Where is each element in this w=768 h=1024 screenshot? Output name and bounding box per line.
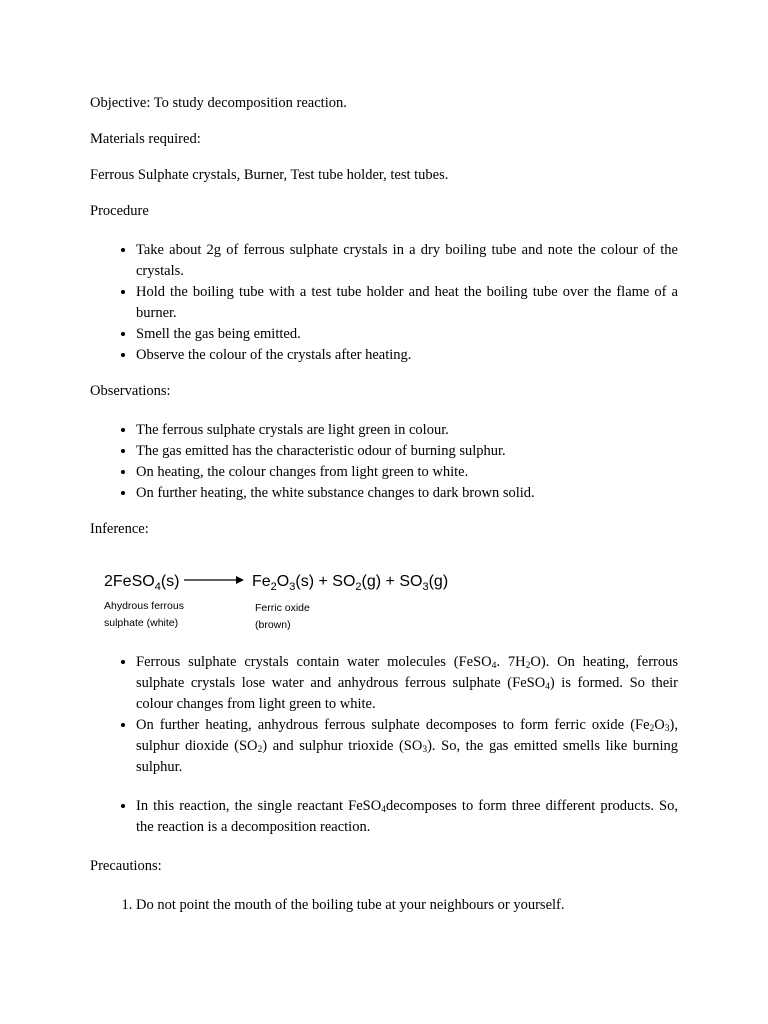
observations-heading: Observations: <box>90 383 171 399</box>
materials-heading: Materials required: <box>90 131 201 147</box>
equation-products: $Fe_2O_3(s) + SO_2(g) + SO_3(g)$ <box>252 573 449 593</box>
product-label-line-1: Ferric oxide <box>255 602 310 614</box>
equation-figure <box>104 564 464 634</box>
inference-list <box>90 652 678 838</box>
inference-item: • On further heating, anhydrous ferrous sulphate decomposes to form ferric oxide $(Fe_2O_3)$, sulphur dioxide $(SO_2)$ and sulphur trioxide $(SO_3)$. So, the gas emitted smells like burning sulphur. <box>136 715 678 778</box>
observation-item: • The ferrous sulphate crystals are light green in colour. <box>136 420 678 441</box>
objective-line: Objective: To study decomposition reaction. <box>90 95 347 111</box>
observation-item: • The gas emitted has the characteristic odour of burning sulphur. <box>136 441 678 462</box>
observation-item: • On heating, the colour changes from light green to white. <box>136 462 678 483</box>
inference-item: • Ferrous sulphate crystals contain water molecules (FeSO$_4$. $7H_2O$). On heating, ferrous sulphate crystals lose water and anhydrous ferrous sulphate (FeSO$_4$) is formed. So their colour changes from light green to white. <box>136 652 678 715</box>
inference-heading: Inference: <box>90 521 149 537</box>
inference-item: • In this reaction, the single reactant FeSO$_4$decomposes to form three different products. So, the reaction is a decomposition reaction. <box>136 796 678 838</box>
observations-list <box>90 420 678 504</box>
materials-list: Ferrous Sulphate crystals, Burner, Test tube holder, test tubes. <box>90 167 449 183</box>
procedure-step: • Hold the boiling tube with a test tube holder and heat the boiling tube over the flame of a burner. <box>136 282 678 324</box>
procedure-step: • Smell the gas being emitted. <box>136 324 678 345</box>
chemical-equation <box>104 564 678 634</box>
precautions-heading: Precautions: <box>90 858 162 874</box>
precaution-item: 1. Do not point the mouth of the boiling tube at your neighbours or yourself. <box>136 895 678 916</box>
reaction-arrow-head <box>236 576 244 584</box>
product-label-line-2: (brown) <box>255 619 291 631</box>
procedure-step: • Observe the colour of the crystals after heating. <box>136 345 678 366</box>
document-body <box>90 93 678 931</box>
observation-item: • On further heating, the white substance changes to dark brown solid. <box>136 483 678 504</box>
procedure-list <box>90 240 678 366</box>
reactant-label-line-2: sulphate (white) <box>104 617 179 629</box>
procedure-step: • Take about 2g of ferrous sulphate crystals in a dry boiling tube and note the colour of the crystals. <box>136 240 678 282</box>
precautions-list <box>90 895 678 916</box>
equation-reactant: 2FeSO$_4$(s) <box>104 573 180 593</box>
procedure-heading: Procedure <box>90 203 149 219</box>
reactant-label-line-1: Ahydrous ferrous <box>104 600 184 612</box>
